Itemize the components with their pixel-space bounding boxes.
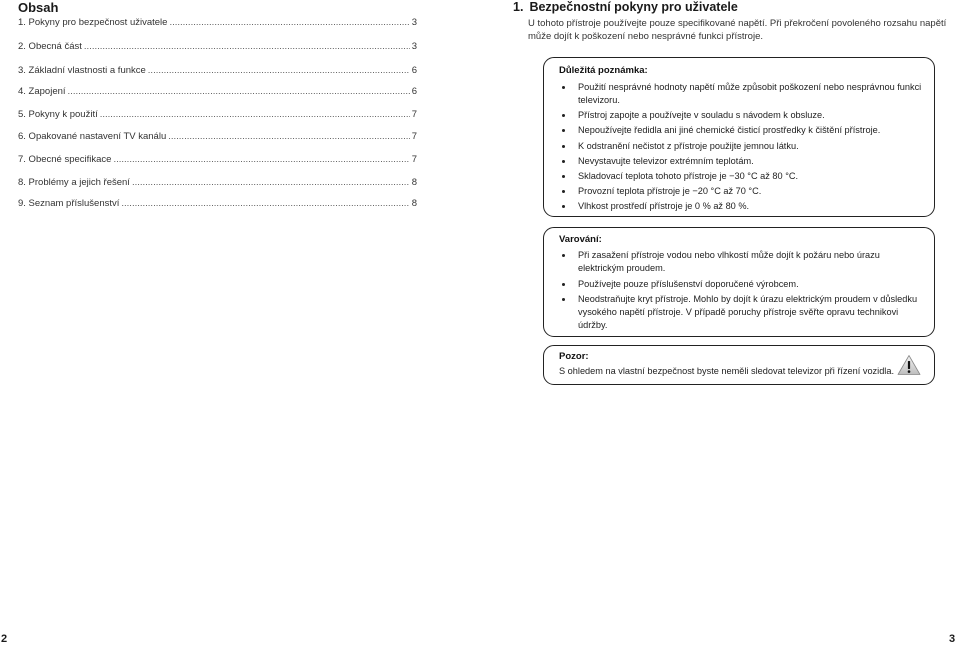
toc-leader-dots <box>168 131 409 142</box>
list-item: Nevystavujte televizor extrémním teplotám. <box>559 155 924 168</box>
page-number-right: 3 <box>949 633 956 645</box>
caution-text: S ohledem na vlastní bezpečnost byste neměli sledovat televizor při řízení vozidla. <box>559 366 895 376</box>
section-title-text: Bezpečnostní pokyny pro uživatele <box>529 0 738 14</box>
toc-entry[interactable] <box>18 65 417 76</box>
toc-entry-label: 3. Základní vlastnosti a funkce <box>18 65 146 76</box>
toc-leader-dots <box>84 41 410 52</box>
toc-entry-label: 2. Obecná část <box>18 41 82 52</box>
toc-entry-label: 4. Zapojení <box>18 86 66 97</box>
list-item: Přístroj zapojte a používejte v souladu s návodem k obsluze. <box>559 109 924 122</box>
section-intro: U tohoto přístroje používejte pouze specifikované napětí. Při překročení povoleného rozsahu napětí může dojít k poškození nebo nesprávné funkci přístroje. <box>528 18 947 42</box>
toc-entry-page: 3 <box>411 41 417 52</box>
toc-entry-label: 1. Pokyny pro bezpečnost uživatele <box>18 17 168 28</box>
toc-entry-page: 8 <box>411 198 417 209</box>
toc-entry[interactable] <box>18 41 417 52</box>
toc-entry[interactable] <box>18 198 417 209</box>
list-item: Nepoužívejte ředidla ani jiné chemické čisticí prostředky k čištění přístroje. <box>559 124 924 137</box>
toc-leader-dots <box>132 177 410 188</box>
section-number: 1. <box>513 0 524 14</box>
toc-entry-label: 5. Pokyny k použití <box>18 109 98 120</box>
warning-box <box>543 227 935 337</box>
warning-triangle-icon <box>897 354 921 376</box>
toc-leader-dots <box>113 154 409 165</box>
list-item: K odstranění nečistot z přístroje použijte jemnou látku. <box>559 140 924 153</box>
toc-entry-page: 8 <box>411 177 417 188</box>
toc-leader-dots <box>68 86 410 97</box>
list-item: Skladovací teplota tohoto přístroje je −30 °C až 80 °C. <box>559 170 924 183</box>
list-item: Použití nesprávné hodnoty napětí může způsobit poškození nebo nesprávnou funkci televizoru. <box>559 81 924 107</box>
toc-entry-page: 6 <box>411 65 417 76</box>
note-heading: Důležitá poznámka: <box>559 65 648 76</box>
toc-entry-page: 7 <box>411 154 417 165</box>
warning-list <box>559 249 924 332</box>
toc-entry-page: 3 <box>411 17 417 28</box>
toc-entry-label: 7. Obecné specifikace <box>18 154 112 165</box>
important-note-box <box>543 57 935 217</box>
list-item: Neodstraňujte kryt přístroje. Mohlo by dojít k úrazu elektrickým proudem v důsledku vysokého napětí přístroje. V případě poruchy přístroje svěřte opravu technikovi údržby. <box>559 293 924 332</box>
toc-leader-dots <box>148 65 410 76</box>
toc-entry[interactable] <box>18 109 417 120</box>
toc-entry-label: 8. Problémy a jejich řešení <box>18 177 130 188</box>
list-item: Vlhkost prostředí přístroje je 0 % až 80 %. <box>559 200 924 213</box>
toc-entry[interactable] <box>18 131 417 142</box>
toc-leader-dots <box>121 198 409 209</box>
toc-entry[interactable] <box>18 154 417 165</box>
page-number-left: 2 <box>1 633 8 645</box>
note-list <box>559 81 924 213</box>
toc-entry[interactable] <box>18 177 417 188</box>
caution-box <box>543 345 935 385</box>
toc-entry-page: 7 <box>411 109 417 120</box>
warning-heading: Varování: <box>559 234 602 245</box>
toc-leader-dots <box>169 17 409 28</box>
toc-entry-page: 6 <box>411 86 417 97</box>
toc-entry[interactable] <box>18 17 417 28</box>
list-item: Provozní teplota přístroje je −20 °C až 70 °C. <box>559 185 924 198</box>
toc-entry-label: 6. Opakované nastavení TV kanálu <box>18 131 167 142</box>
toc-entry-page: 7 <box>411 131 417 142</box>
list-item: Při zasažení přístroje vodou nebo vlhkostí může dojít k požáru nebo úrazu elektrickým proudem. <box>559 249 924 275</box>
toc-leader-dots <box>100 109 410 120</box>
toc-entry[interactable] <box>18 86 417 97</box>
caution-heading: Pozor: <box>559 351 589 362</box>
toc-title: Obsah <box>18 0 59 15</box>
section-title <box>513 0 738 14</box>
toc-entry-label: 9. Seznam příslušenství <box>18 198 120 209</box>
list-item: Používejte pouze příslušenství doporučené výrobcem. <box>559 278 924 291</box>
